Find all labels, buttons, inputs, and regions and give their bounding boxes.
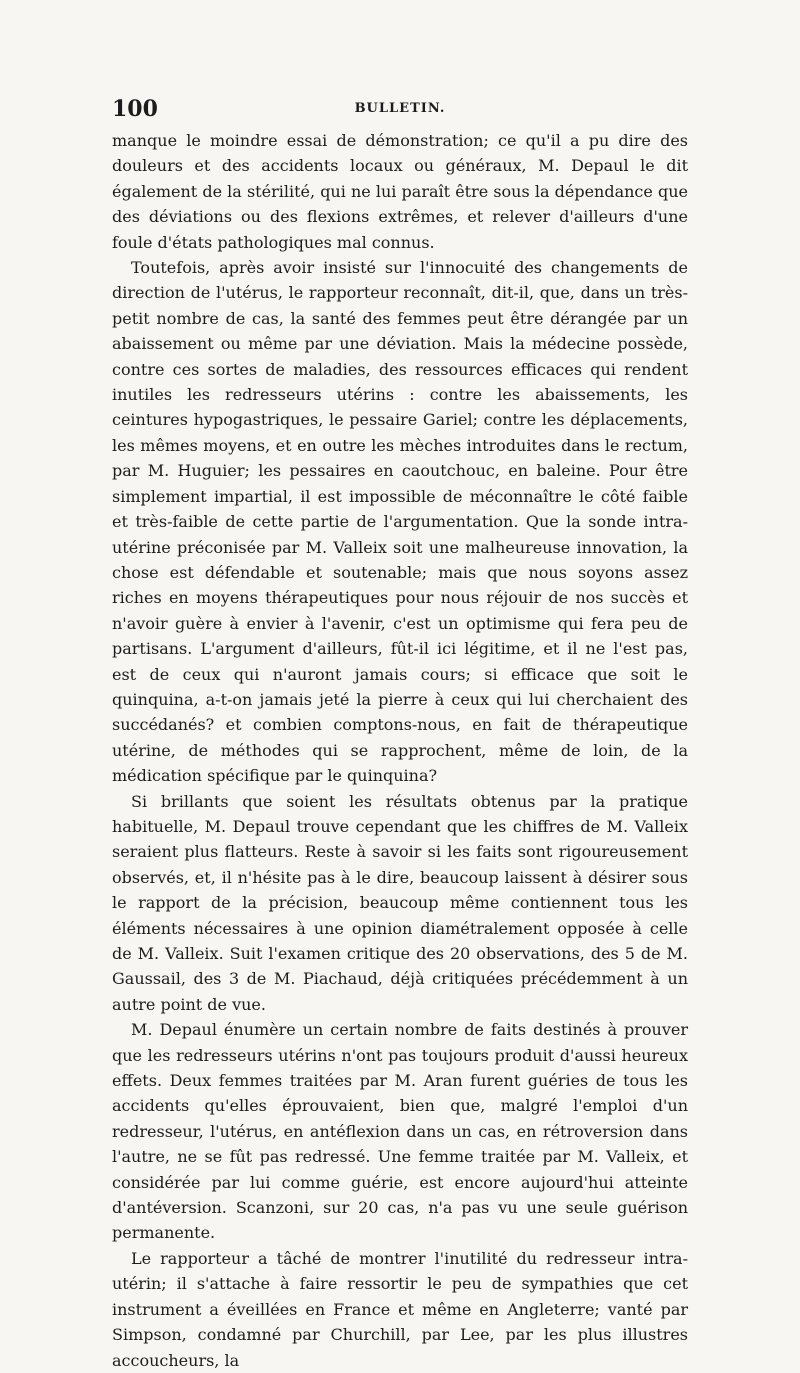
paragraph: Toutefois, après avoir insisté sur l'innocuité des changements de direction de l'utérus, le rapporteur reconnaît, dit-il, que, dans un très-petit nombre de cas, la santé des femmes peut être dérangée par un abaissement ou même par une déviation. Mais la médecine possède, contre ces sortes de maladies, des ressources efficaces qui rendent inutiles les redresseurs utérins : contre les abaissements, les ceintures hypogastriques, le pessaire Gariel; contre les déplacements, les mêmes moyens, et en outre les mèches introduites dans le rectum, par M. Huguier; les pessaires en caoutchouc, en baleine. Pour être simplement impartial, il est impossible de méconnaître le côté faible et très-faible de cette partie de l'argumentation. Que la sonde intra-utérine préconisée par M. Valleix soit une malheureuse innovation, la chose est défendable et soutenable; mais que nous soyons assez riches en moyens thérapeutiques pour nous réjouir de nos succès et n'avoir guère à envier à l'avenir, c'est un optimisme qui fera peu de partisans. L'argument d'ailleurs, fût-il ici légitime, et il ne l'est pas, est de ceux qui n'auront jamais cours; si efficace que soit le quinquina, a-t-on jamais jeté la pierre à ceux qui lui cherchaient des succédanés? et combien comptons-nous, en fait de thérapeutique utérine, de méthodes qui se rapprochent, même de loin, de la médication spécifique par le quinquina? [112, 258, 688, 786]
page-number: 100 [112, 96, 158, 122]
paragraph: Si brillants que soient les résultats obtenus par la pratique habituelle, M. Depaul trouve cependant que les chiffres de M. Valleix seraient plus flatteurs. Reste à savoir si les faits sont rigoureusement observés, et, il n'hésite pas à le dire, beaucoup laissent à désirer sous le rapport de la précision, beaucoup même contiennent tous les éléments nécessaires à une opinion diamétralement opposée à celle de M. Valleix. Suit l'examen critique des 20 observations, des 5 de M. Gaussail, des 3 de M. Piachaud, déjà critiquées précédemment à un autre point de vue. [112, 791, 688, 1014]
body-text [112, 128, 688, 1373]
paragraph-continued: manque le moindre essai de démonstration; ce qu'il a pu dire des douleurs et des accidents locaux ou généraux, M. Depaul le dit également de la stérilité, qui ne lui paraît être sous la dépendance que des déviations ou des flexions extrêmes, et relever d'ailleurs d'une foule d'états pathologiques mal connus. [112, 131, 688, 252]
paragraph: Le rapporteur a tâché de montrer l'inutilité du redresseur intra-utérin; il s'attache à faire ressortir le peu de sympathies que cet instrument a éveillées en France et même en Angleterre; vanté par Simpson, condamné par Churchill, par Lee, par les plus illustres accoucheurs, la [112, 1248, 688, 1370]
paragraph: M. Depaul énumère un certain nombre de faits destinés à prouver que les redresseurs utérins n'ont pas toujours produit d'aussi heureux effets. Deux femmes traitées par M. Aran furent guéries de tous les accidents qu'elles éprouvaient, bien que, malgré l'emploi d'un redresseur, l'utérus, en antéflexion dans un cas, en rétroversion dans l'autre, ne se fût pas redressé. Une femme traitée par M. Valleix, et considérée par lui comme guérie, est encore aujourd'hui atteinte d'antéversion. Scanzoni, sur 20 cas, n'a pas vu une seule guérison permanente. [112, 1020, 688, 1243]
running-head: BULLETIN. [354, 101, 446, 116]
page-header [112, 96, 688, 126]
